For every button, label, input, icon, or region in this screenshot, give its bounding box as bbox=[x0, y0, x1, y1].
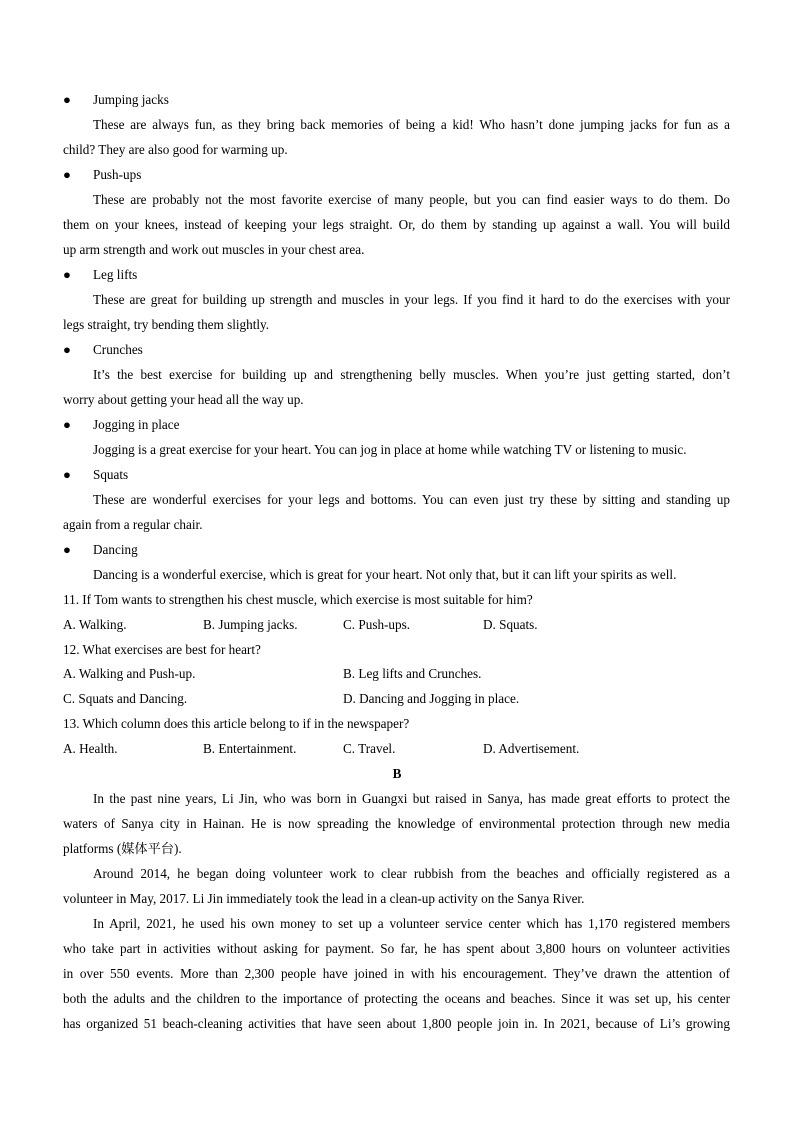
bullet-icon: ● bbox=[63, 417, 71, 432]
question-stem: 13. Which column does this article belong to if in the newspaper? bbox=[63, 716, 410, 731]
paragraph-line: In the past nine years, Li Jin, who was born in Guangxi but raised in Sanya, has made great efforts to protect the bbox=[93, 791, 730, 806]
paragraph-line: child? They are also good for warming up. bbox=[63, 142, 288, 157]
paragraph-line: volunteer in May, 2017. Li Jin immediately took the lead in a clean-up activity on the Sanya River. bbox=[63, 891, 585, 906]
paragraph-line: These are always fun, as they bring back memories of being a kid! Who hasn’t done jumping jacks for fun as a bbox=[93, 117, 730, 132]
paragraph-line: waters of Sanya city in Hainan. He is now spreading the knowledge of environmental protection through new media bbox=[63, 816, 730, 831]
paragraph-line: These are great for building up strength and muscles in your legs. If you find it hard to do the exercises with your bbox=[93, 292, 730, 307]
question-option: C. Squats and Dancing. bbox=[63, 691, 188, 706]
paragraph-line: up arm strength and work out muscles in your chest area. bbox=[63, 242, 365, 257]
question-option: A. Walking and Push-up. bbox=[63, 666, 196, 681]
question-option: C. Travel. bbox=[343, 741, 396, 756]
paragraph-line: Dancing is a wonderful exercise, which is great for your heart. Not only that, but it can lift your spirits as well. bbox=[93, 567, 677, 582]
question-stem: 12. What exercises are best for heart? bbox=[63, 642, 261, 657]
question-option: A. Walking. bbox=[63, 617, 127, 632]
question-option: B. Entertainment. bbox=[203, 741, 297, 756]
bullet-icon: ● bbox=[63, 267, 71, 282]
question-option: B. Jumping jacks. bbox=[203, 617, 298, 632]
paragraph-line: legs straight, try bending them slightly. bbox=[63, 317, 270, 332]
paragraph-line: platforms (媒体平台). bbox=[63, 841, 182, 856]
paragraph-line: These are wonderful exercises for your legs and bottoms. You can even just try these by sitting and standing up bbox=[93, 492, 730, 507]
question-option: B. Leg lifts and Crunches. bbox=[343, 666, 482, 681]
exercise-heading: Jumping jacks bbox=[93, 92, 169, 107]
paragraph-line: worry about getting your head all the way up. bbox=[63, 392, 304, 407]
paragraph-line: again from a regular chair. bbox=[63, 517, 203, 532]
bullet-icon: ● bbox=[63, 342, 71, 357]
paragraph-line: Around 2014, he began doing volunteer work to clear rubbish from the beaches and officially registered as a bbox=[93, 866, 730, 881]
bullet-icon: ● bbox=[63, 92, 71, 107]
question-option: C. Push-ups. bbox=[343, 617, 411, 632]
paragraph-line: It’s the best exercise for building up and strengthening belly muscles. When you’re just getting started, don’t bbox=[93, 367, 730, 382]
paragraph-line: In April, 2021, he used his own money to set up a volunteer service center which has 1,170 registered members bbox=[93, 916, 730, 931]
exercise-heading: Leg lifts bbox=[93, 267, 138, 282]
paragraph-line: has organized 51 beach-cleaning activities that have seen about 1,800 people join in. In 2021, because of Li’s growing bbox=[63, 1016, 730, 1031]
question-option: D. Advertisement. bbox=[483, 741, 580, 756]
bullet-icon: ● bbox=[63, 467, 71, 482]
paragraph-line: Jogging is a great exercise for your heart. You can jog in place at home while watching TV or listening to music. bbox=[93, 442, 687, 457]
exercise-heading: Jogging in place bbox=[93, 417, 180, 432]
paragraph-line: them on your knees, instead of keeping your legs straight. Or, do them by standing up against a wall. You will build bbox=[63, 217, 730, 232]
bullet-icon: ● bbox=[63, 167, 71, 182]
exercise-heading: Crunches bbox=[93, 342, 143, 357]
question-option: D. Dancing and Jogging in place. bbox=[343, 691, 520, 706]
exercise-heading: Dancing bbox=[93, 542, 138, 557]
paragraph-line: who take part in activities without asking for payment. So far, he has spent about 3,800 hours on volunteer activities bbox=[63, 941, 730, 956]
section-heading: B bbox=[392, 766, 402, 781]
paragraph-line: These are probably not the most favorite exercise of many people, but you can find easier ways to do them. Do bbox=[93, 192, 730, 207]
paragraph-line: in over 550 events. More than 2,300 people have joined in with his encouragement. They’ve drawn the attention of bbox=[63, 966, 730, 981]
exercise-heading: Squats bbox=[93, 467, 129, 482]
exercise-heading: Push-ups bbox=[93, 167, 142, 182]
question-option: D. Squats. bbox=[483, 617, 538, 632]
question-stem: 11. If Tom wants to strengthen his chest muscle, which exercise is most suitable for him? bbox=[63, 592, 533, 607]
paragraph-line: both the adults and the children to the importance of protecting the oceans and beaches. Since it was set up, his center bbox=[63, 991, 730, 1006]
question-option: A. Health. bbox=[63, 741, 118, 756]
bullet-icon: ● bbox=[63, 542, 71, 557]
